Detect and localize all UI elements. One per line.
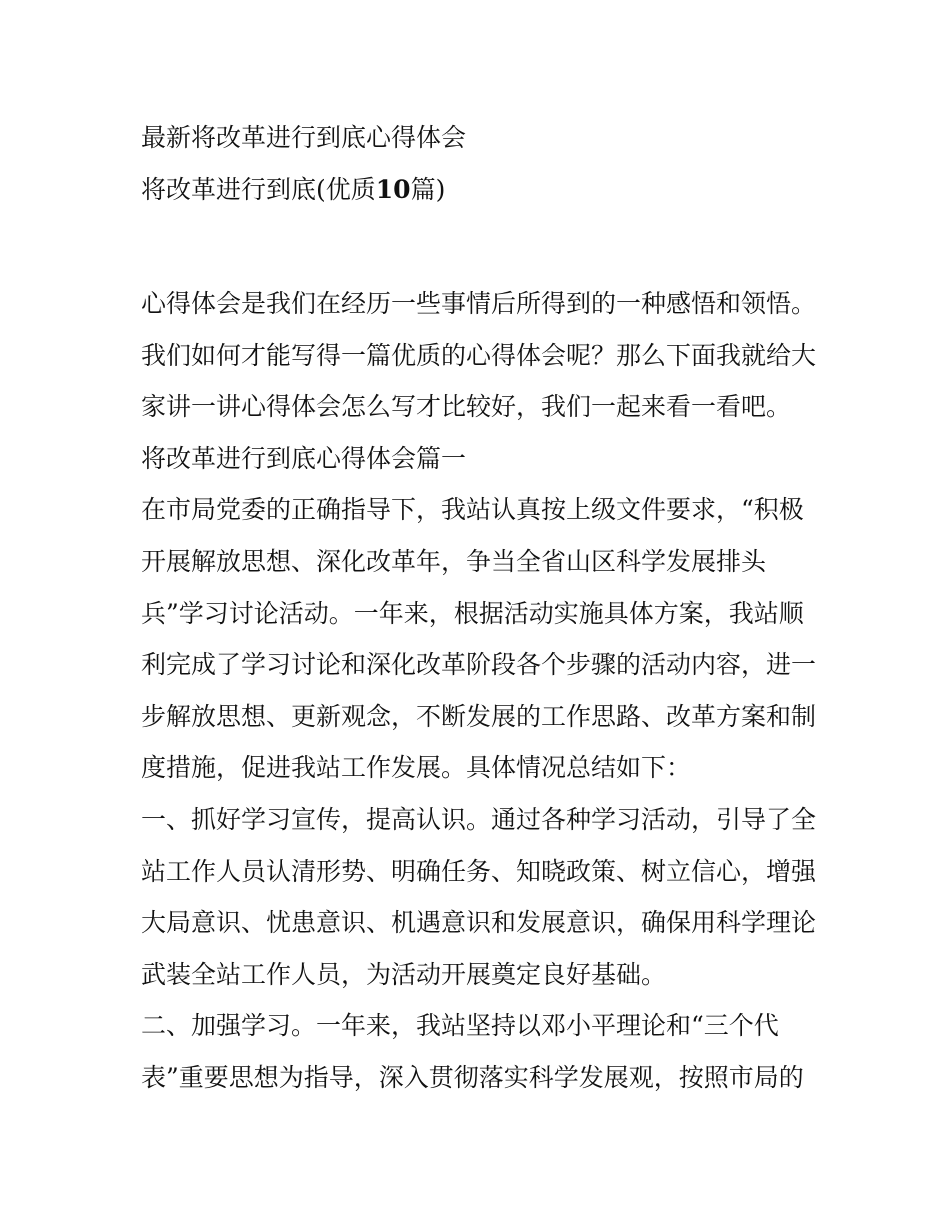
title-line-2-suffix: 篇) [410,174,446,204]
title-line-2 [141,164,831,216]
body-line-2: 我们如何才能写得一篇优质的心得体会呢？那么下面我就给大 [141,340,817,370]
body-line-14: 武装全站工作人员，为活动开展奠定良好基础。 [141,959,667,989]
body-line-12: 站工作人员认清形势、明确任务、知晓政策、树立信心，增强 [141,856,817,886]
body-line-8: 利完成了学习讨论和深化改革阶段各个步骤的活动内容，进一 [141,650,817,680]
body-line-16: 表”重要思想为指导，深入贯彻落实科学发展观，按照市局的 [141,1062,804,1092]
body-line-5: 在市局党委的正确指导下，我站认真按上级文件要求，“积极 [141,495,804,525]
title-line-2-text: 将改革进行到底(优质 [141,174,376,204]
body-line-9: 步解放思想、更新观念，不断发展的工作思路、改革方案和制 [141,701,817,731]
title-line-1: 最新将改革进行到底心得体会 [141,123,467,152]
body-line-13: 大局意识、忧患意识、机遇意识和发展意识，确保用科学理论 [141,908,817,938]
section-heading-1: 将改革进行到底心得体会篇一 [141,443,467,473]
body-line-6: 开展解放思想、深化改革年，争当全省山区科学发展排头 [141,546,767,576]
body-line-15: 二、加强学习。一年来，我站坚持以邓小平理论和“三个代 [141,1011,779,1041]
document-body [141,278,821,1104]
document-title [141,112,831,215]
body-line-10: 度措施，促进我站工作发展。具体情况总结如下： [141,753,692,783]
body-line-7: 兵”学习讨论活动。一年来，根据活动实施具体方案，我站顺 [141,598,804,628]
title-line-2-number: 10 [375,174,411,204]
body-line-1: 心得体会是我们在经历一些事情后所得到的一种感悟和领悟。 [141,289,817,318]
body-line-3: 家讲一讲心得体会怎么写才比较好，我们一起来看一看吧。 [141,392,792,422]
body-line-11: 一、抓好学习宣传，提高认识。通过各种学习活动，引导了全 [141,804,817,834]
